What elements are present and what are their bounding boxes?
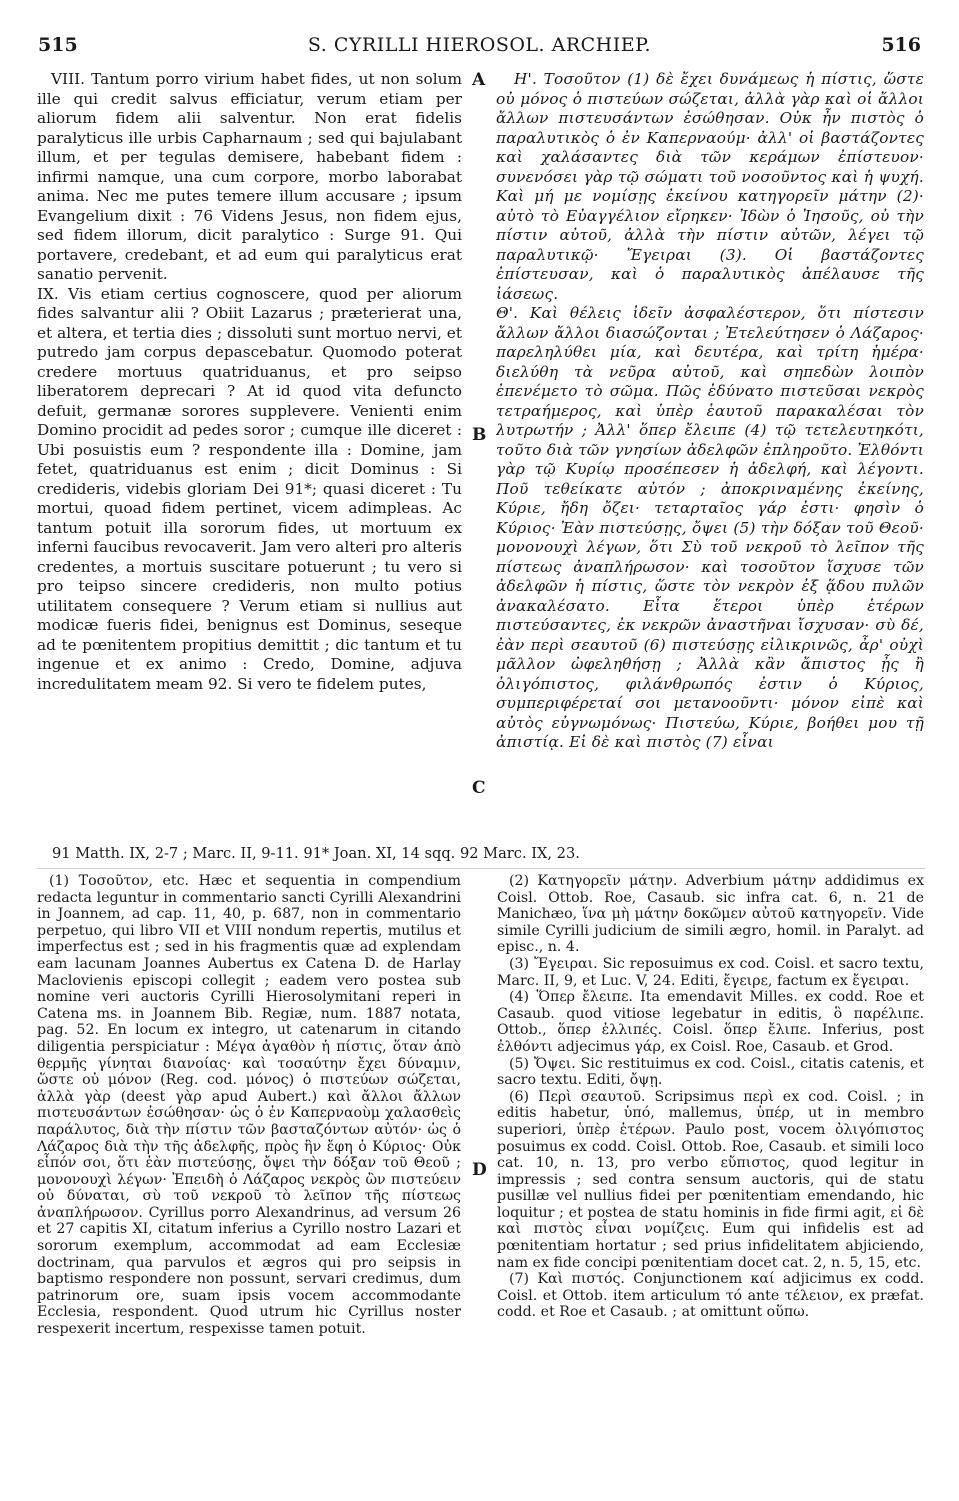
latin-section-ix: IX. Vis etiam certius cognoscere, quod per aliorum fides salvantur alii ? Obiit Lazarus ; præterierat una, et altera, et tertia dies ; dissoluti sunt mortuo nervi, et putredo jam corpus depascebatur. Quomodo poterat credere mortuus quatriduanus, et pro seipso liberatorem deprecari ? At id quod vita defuncto defuit, germanæ sorores supplevere. Venienti enim Domino procidit ad pedes soror ; cumque ille diceret : Ubi posuistis eum ? respondente illa : Domine, jam fetet, quatriduanus est enim ; dicit Dominus : Si credideris, videbis gloriam Dei 91*; quasi diceret : Tu mortui, quoad fidem pertinet, vicem adimpleas. Ac tantum potuit illa sororum fides, ut mortuum ex inferni faucibus revocaverit. Jam vero alteri pro alteris credentes, a mortuis suscitare potuerunt ; tu vero si pro teipso sincere credideris, non multo potius utilitatem consequere ? Verum etiam si nullius aut modicæ fueris fidei, benignus est Dominus, seseque ad te pœnitentem propitius demittit ; dic tantum et tu ingenue et ex animo : Credo, Domine, adjuva incredulitatem meam 92. Si vero te fidelem putes, [37,284,462,693]
left-page-number: 515 [38,34,78,56]
note-5: (5) Ὄψει. Sic restituimus ex cod. Coisl., citatis catenis, et sacro textu. Editi, ὄψῃ. [497,1055,924,1089]
margin-marker-d: D [472,1160,487,1180]
note-6: (6) Περὶ σεαυτοῦ. Scripsimus περὶ ex cod. Coisl. ; in editis habetur, ὑπό, mallemus, ὑπέρ, ut in membro superiori, ὑπὲρ ἑτέρων. Paulo post, vocem ὀλιγόπιστος posuimus ex codd. Coisl. Ottob. Roe, Casaub. et simili loco cat. 10, n. 13, pro verbo εὔπιστος, quod legitur in impressis ; sed contra sensum auctoris, qui de statu pusillæ vel nullius fidei per pœnitentiam emendando, hic loquitur ; et postea de statu hominis in fide firmi agit, εἰ δὲ καὶ πιστὸς εἶναι νομίζεις. Eum qui infidelis est ad pœnitentiam hortatur ; sed prius infidelitatem abjiciendo, nam ex fide concipi pœnitentiam docet cat. 2, n. 5, 15, etc. [497,1088,924,1271]
scripture-references: 91 Matth. IX, 2-7 ; Marc. II, 9-11. 91* Joan. XI, 14 sqq. 92 Marc. IX, 23. [52,845,580,862]
note-3: (3) Ἔγειραι. Sic reposuimus ex cod. Coisl. et sacro textu, Marc. II, 9, et Luc. V, 24. Editi, ἔγειρε, factum ex ἔγειραι. [497,955,924,989]
greek-column [496,70,924,842]
note-2: (2) Κατηγορεῖν μάτην. Adverbium μάτην addidimus ex Coisl. Ottob. Roe, Casaub. sic infra cat. 6, n. 21 de Manichæo, ἵνα μὴ μάτην δοκῶμεν αὐτοῦ κατηγορεῖν. Vide simile Cyrilli judicium de simili ægro, homil. in Paralyt. ad episc., n. 4. [497,873,924,956]
greek-section-eta: Η'. Τοσοῦτον (1) δὲ ἔχει δυνάμεως ἡ πίστις, ὥστε οὐ μόνος ὁ πιστεύων σώζεται, ἀλλὰ γὰρ καὶ οἱ ἄλλοι ἄλλων πιστευσάντων ἐσώθησαν. Οὐκ ἦν πιστὸς ὁ παραλυτικὸς ὁ ἐν Καπερναούμ· ἀλλ' οἱ βαστάζοντες καὶ χαλάσαντες διὰ τῶν κεράμων ἐπίστευον· συνενόσει γὰρ τῷ σώματι τοῦ νοσοῦντος καὶ ἡ ψυχή. Καὶ μή με νομίσῃς ἐκείνου κατηγορεῖν μάτην (2)· αὐτὸ τὸ Εὐαγγέλιον εἴρηκεν· Ἰδὼν ὁ Ἰησοῦς, οὐ τὴν πίστιν αὐτοῦ, ἀλλὰ τὴν πίστιν αὐτῶν, λέγει τῷ παραλυτικῷ· Ἔγειραι (3). Οἱ βαστάζοντες ἐπίστευσαν, καὶ ὁ παραλυτικὸς ἀπέλαυσε τῆς ἰάσεως. [496,70,924,303]
right-page-number: 516 [881,34,921,56]
margin-marker-b: B [472,425,487,445]
notes-left-column [37,873,461,1483]
latin-column [37,70,462,842]
notes-right-column [497,873,924,1483]
margin-marker-c: C [472,778,486,798]
greek-section-theta: Θ'. Καὶ θέλεις ἰδεῖν ἀσφαλέστερον, ὅτι πίστεσιν ἄλλων ἄλλοι διασώζονται ; Ἐτελεύτησεν ὁ Λάζαρος· παρεληλύθει μία, καὶ δευτέρα, καὶ τρίτη ἡμέρα· διελύθη τὰ νεῦρα αὐτοῦ, καὶ σηπεδὼν λοιπὸν ἐπενέμετο τὸ σῶμα. Πῶς ἐδύνατο πιστεῦσαι νεκρὸς τετραήμερος, καὶ ὑπὲρ ἑαυτοῦ παρακαλέσαι τὸν λυτρωτήν ; Ἀλλ' ὅπερ ἔλειπε (4) τῷ τετελευτηκότι, τοῦτο διὰ τῶν γνησίων ἀδελφῶν ἐπληροῦτο. Ἐλθόντι γὰρ τῷ Κυρίῳ προσέπεσεν ἡ ἀδελφή, καὶ λέγοντι. Ποῦ τεθείκατε αὐτόν ; ἀποκριναμένης ἐκείνης, Κύριε, ἤδη ὄζει· τεταρταῖος γάρ ἐστι· φησὶν ὁ Κύριος· Ἐὰν πιστεύσῃς, ὄψει (5) τὴν δόξαν τοῦ Θεοῦ· μονονουχὶ λέγων, ὅτι Σὺ τοῦ νεκροῦ τὸ λεῖπον τῆς πίστεως ἀναπλήρωσον· καὶ τοσοῦτον ἴσχυσε τῶν ἀδελφῶν ἡ πίστις, ὥστε τὸν νεκρὸν ἐξ ᾅδου πυλῶν ἀνακαλέσατο. Εἶτα ἕτεροι ὑπὲρ ἑτέρων πιστεύσαντες, ἐκ νεκρῶν ἀναστῆναι ἴσχυσαν· σὺ δέ, ἐὰν περὶ σεαυτοῦ (6) πιστεύσῃς εἰλικρινῶς, ἆρ' οὐχὶ μᾶλλον ὠφεληθήσῃ ; Ἀλλὰ κἂν ἄπιστος ᾖς ἢ ὀλιγόπιστος, φιλάνθρωπός ἐστιν ὁ Κύριος, συμπεριφέρεταί σοι μετανοοῦντι· μόνον εἰπὲ καὶ αὐτὸς εὐγνωμόνως· Πιστεύω, Κύριε, βοήθει μου τῇ ἀπιστίᾳ. Εἰ δὲ καὶ πιστὸς (7) εἶναι [496,304,924,751]
latin-section-viii: VIII. Tantum porro virium habet fides, ut non solum ille qui credit salvus efficiatur, verum etiam per aliorum fidem alii salventur. Non erat fidelis paralyticus ille urbis Capharnaum ; sed qui bajulabant illum, et per tegulas demisere, habebant fidem : infirmi namque, una cum corpore, morbo laborabat anima. Nec me putes temere illum accusare ; ipsum Evangelium dixit : 76 Videns Jesus, non fidem ejus, sed fidem illorum, dicit paralytico : Surge 91. Qui portavere, credebant, et ad eum qui paralyticus erat sanatio pervenit. [37,70,462,283]
note-4: (4) Ὅπερ ἔλειπε. Ita emendavit Milles. ex codd. Roe et Casaub. quod vitiose legebatur in editis, ὃ παρέλιπε. Ottob., ὅπερ ἐλλιπές. Coisl. ὅπερ ἔλιπε. Inferius, post ἐλθόντι adjecimus γάρ, ex Coisl. Roe, Casaub. et Grod. [497,989,924,1055]
page-header [38,34,921,64]
running-title: S. CYRILLI HIEROSOL. ARCHIEP. [307,34,652,56]
margin-marker-a: A [472,70,486,90]
note-1: (1) Τοσοῦτον, etc. Hæc et sequentia in compendium redacta leguntur in commentario sancti Cyrilli Alexandrini in Joannem, ad cap. 11, 40, p. 687, non in commentario perpetuo, qui libro VII et VIII nondum repertis, mutilus et imperfectus est ; sed in his fragmentis quæ ad explendam eam lacunam Joannes Aubertus ex Catena D. de Harlay Maclovienis episcopi collegit ; eadem vero postea sub nomine veri auctoris Cyrilli Hierosolymitani reperi in Catena ms. in Joannem Bib. Regiæ, num. 1887 notata, pag. 52. En locum ex integro, ut catenarum in citando diligentia perspiciatur : Μέγα ἀγαθὸν ἡ πίστις, ὅταν ἀπὸ θερμῆς γίνηται διανοίας· καὶ τοσαύτην ἔχει δύναμιν, ὥστε οὐ μόνον (Reg. cod. μόνος) ὁ πιστεύων σώζεται, ἀλλὰ γὰρ (deest γὰρ apud Aubert.) καὶ ἄλλοι ἄλλων πιστευσάντων ἐσώθησαν· ὡς ὁ ἐν Καπερναοὺμ χαλασθεὶς παράλυτος, διὰ τὴν πίστιν τῶν βασταζόντων αὐτόν· ὡς ὁ Λάζαρος διὰ τὴν τῆς ἀδελφῆς, πρὸς ἣν ἔφη ὁ Κύριος· Οὐκ εἶπόν σοι, ὅτι ἐὰν πιστεύσῃς, ὄψει τὴν δόξαν τοῦ Θεοῦ ; μονονουχὶ λέγων· Ἐπειδὴ ὁ Λάζαρος νεκρὸς ὢν πιστεύειν οὐ δύναται, σὺ τοῦ νεκροῦ τὸ λεῖπον τῆς πίστεως ἀναπλήρωσον. Cyrillus porro Alexandrinus, ad versum 26 et 27 capitis XI, citatum inferius a Cyrillo nostro Lazari et sororum exemplum, accommodat ad eam Ecclesiæ doctrinam, qua parvulos et ægros qui pro seipsis in baptismo respondere non possunt, servari credimus, dum patrinorum ore, suam ipsis vocem accommodante Ecclesia, respondent. Quod utrum hic Cyrillus noster respexerit incertum, respexisse tamen potuit. [37,873,461,1338]
note-7: (7) Καὶ πιστός. Conjunctionem καί adjicimus ex codd. Coisl. et Ottob. item articulum τό ante τέλειον, ex præfat. codd. et Roe et Casaub. ; at omittunt οὕπω. [497,1271,924,1321]
footnote-divider [37,868,925,869]
